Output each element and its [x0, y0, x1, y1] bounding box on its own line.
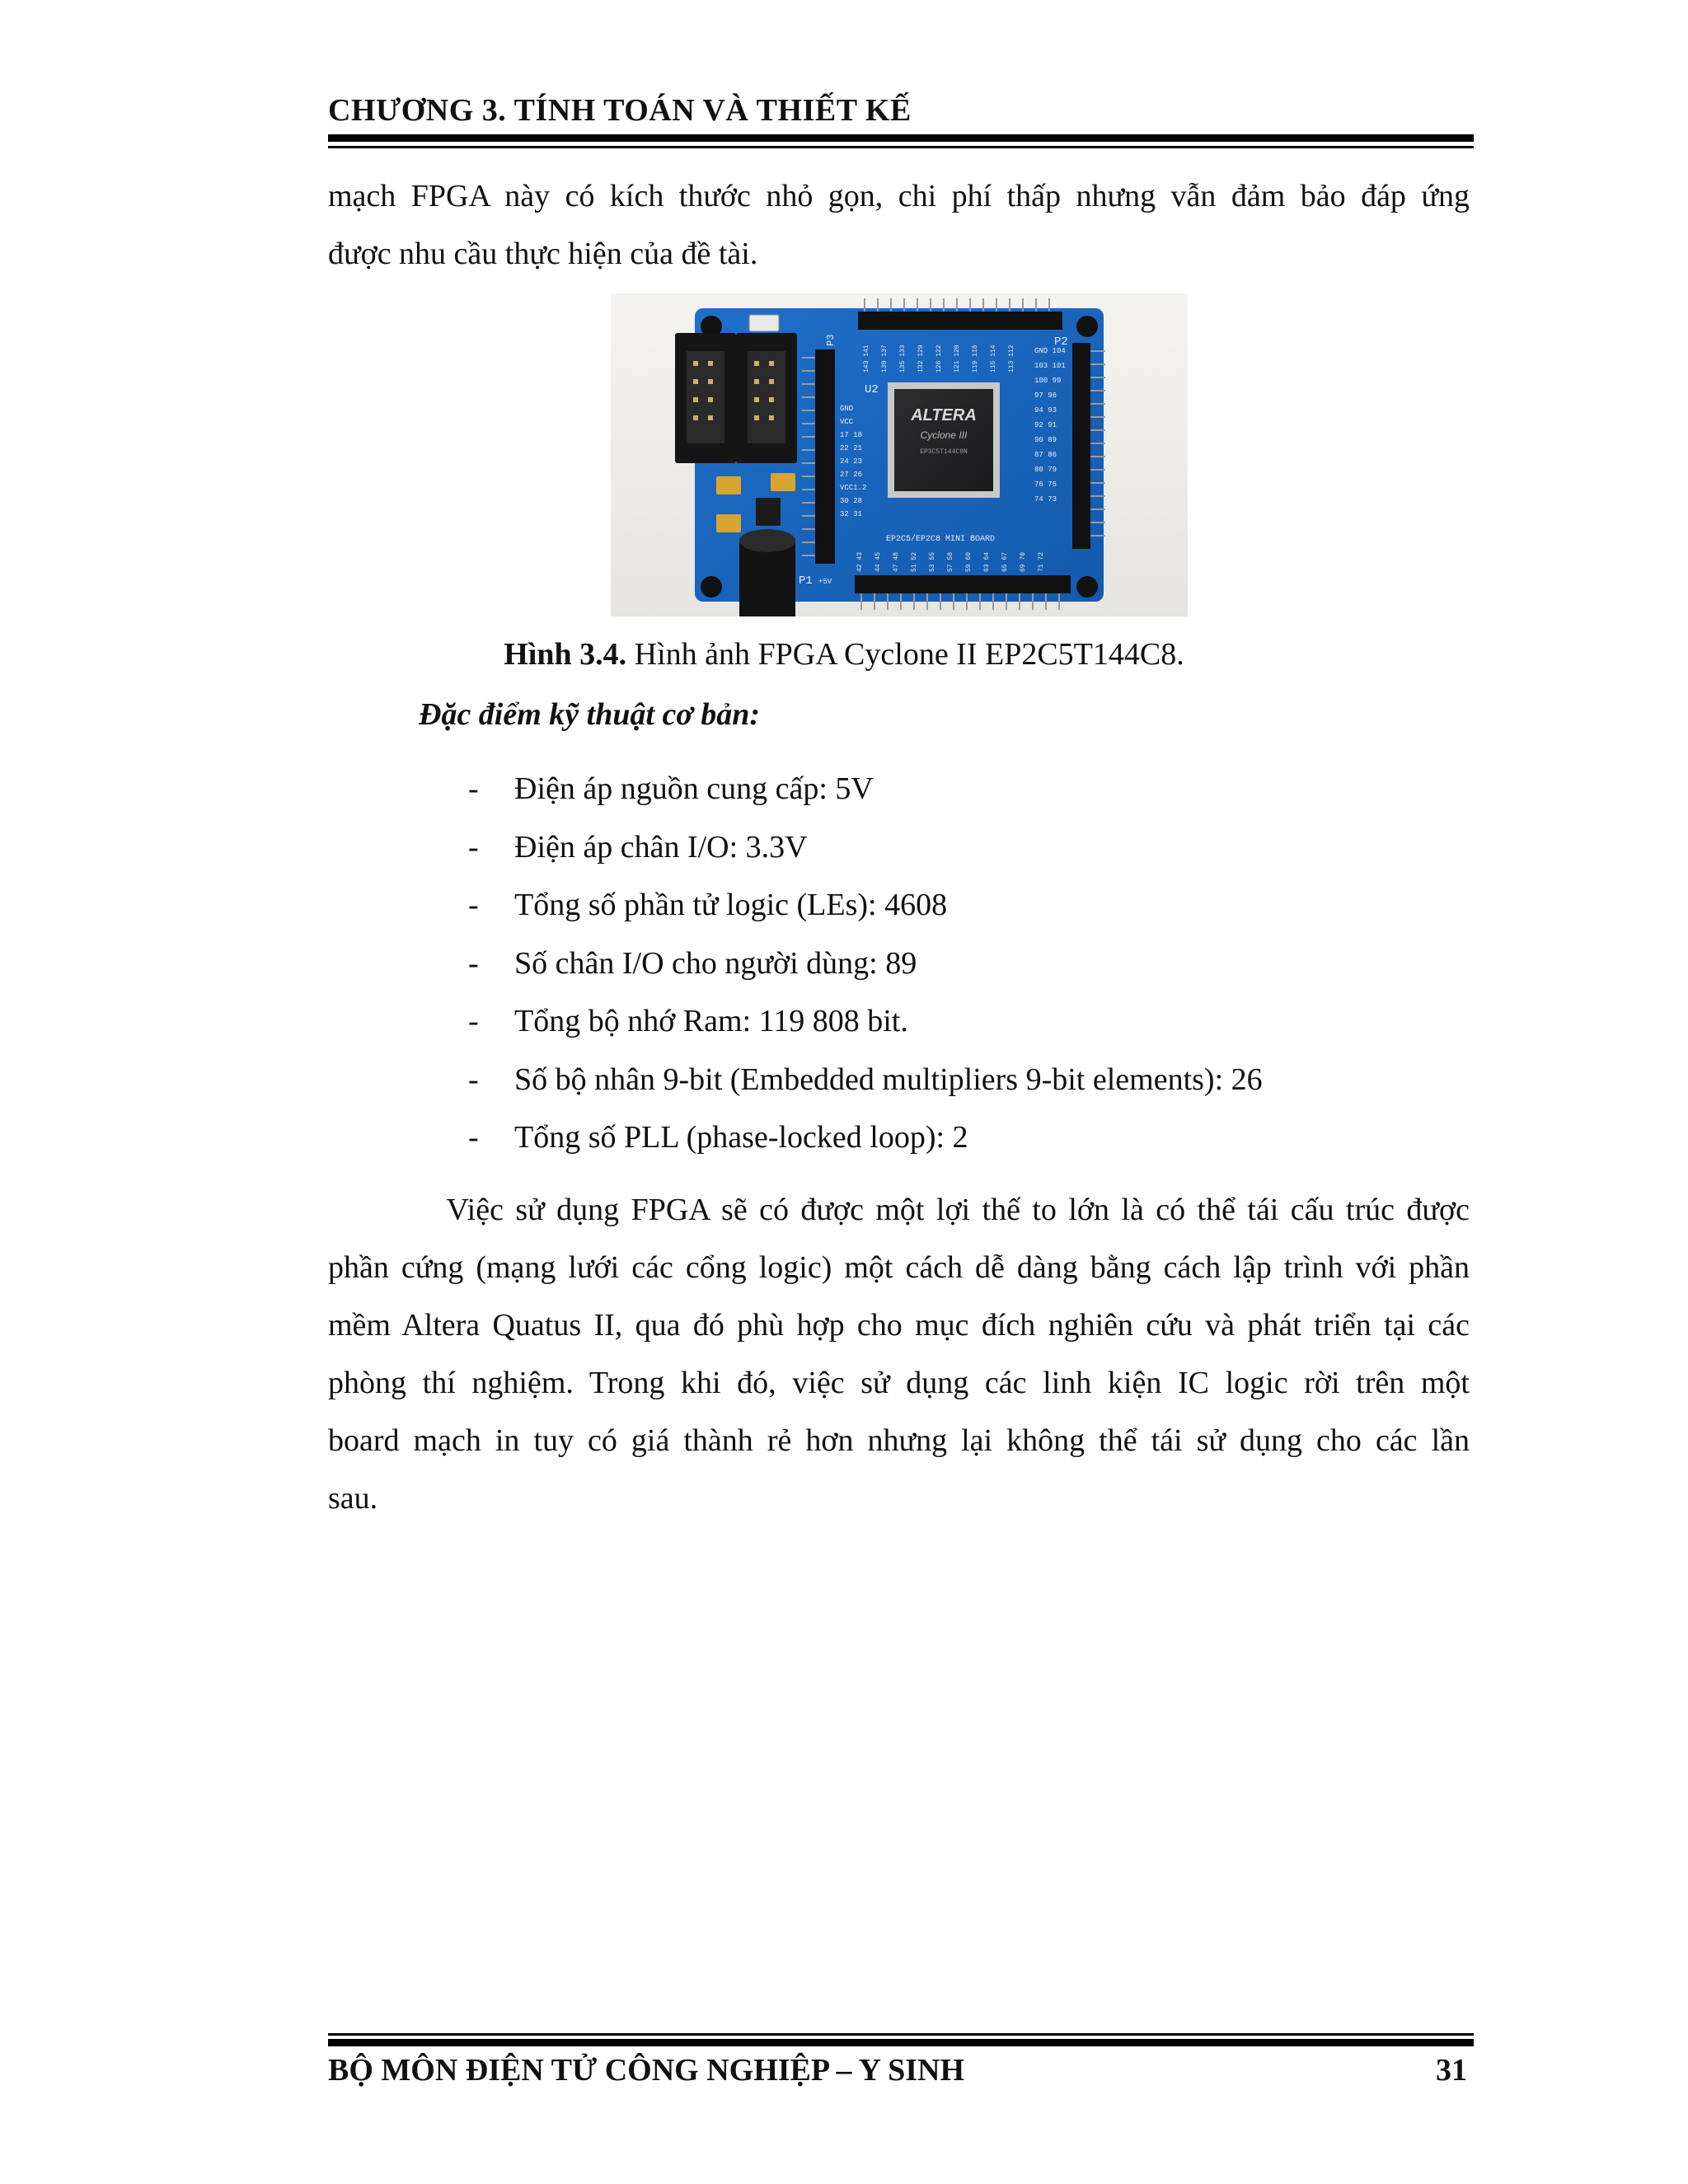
- right-pin-label: 80 79: [1034, 466, 1057, 474]
- list-item-text: Điện áp nguồn cung cấp: 5V: [514, 771, 874, 806]
- chip-brand-label: ALTERA: [911, 406, 977, 424]
- right-pin-label: 90 89: [1034, 436, 1057, 444]
- specs-title: Đặc điểm kỹ thuật cơ bản:: [419, 697, 761, 732]
- list-dash: -: [468, 771, 479, 806]
- top-pin-label: 143 141: [863, 344, 870, 373]
- top-pin-label: 139 137: [881, 344, 889, 373]
- list-dash: -: [468, 1062, 479, 1097]
- intro-paragraph: [328, 167, 1470, 283]
- capacitor: [716, 476, 741, 494]
- bottom-pin-label: 65 67: [1001, 551, 1009, 572]
- bottom-pin-label: 51 52: [911, 551, 918, 572]
- page-number: 31: [1436, 2053, 1467, 2088]
- figure-caption: [0, 636, 1688, 673]
- right-pin-label: 94 93: [1034, 406, 1057, 415]
- bottom-pin-label: 63 64: [983, 551, 991, 572]
- voltage-regulator: [756, 498, 781, 526]
- top-pin-label: 135 133: [899, 344, 907, 373]
- intro-line: được nhu cầu thực hiện của đề tài.: [328, 237, 758, 271]
- list-item-text: Tổng bộ nhớ Ram: 119 808 bit.: [514, 1004, 908, 1038]
- list-dash: -: [468, 1004, 479, 1038]
- ref-p2-label: P2: [1054, 335, 1068, 349]
- header-rule-thin: [328, 146, 1474, 148]
- bottom-pin-label: 69 70: [1020, 551, 1027, 572]
- top-pin-label: 121 120: [954, 344, 961, 373]
- right-pin-label: 87 86: [1034, 451, 1057, 459]
- list-dash: -: [468, 945, 479, 981]
- body-line: board mạch in tuy có giá thành rẻ hơn nhưng lại không thể tái sử dụng cho các lần: [328, 1423, 1470, 1458]
- capacitor: [771, 473, 795, 491]
- bottom-pin-label: 42 43: [856, 551, 864, 572]
- left-pin-label: 30 28: [840, 497, 863, 505]
- chapter-title: CHƯƠNG 3. TÍNH TOÁN VÀ THIẾT KẾ: [328, 93, 912, 128]
- left-pin-label: GND: [840, 405, 854, 413]
- fpga-board-illustration: [611, 293, 1188, 616]
- bottom-pin-label: 44 45: [874, 551, 882, 572]
- ref-p3-label: P3: [825, 334, 837, 346]
- left-pin-label: 32 31: [840, 510, 863, 518]
- fpga-board-photo: [611, 293, 1188, 616]
- fpga-chip: [888, 382, 1000, 498]
- left-pin-label: 24 23: [840, 457, 863, 466]
- left-pin-label: 22 21: [840, 444, 863, 452]
- right-pin-label: 97 96: [1034, 391, 1057, 400]
- board-name-label: EP2C5/EP2C8 MINI BOARD: [886, 535, 996, 544]
- capacitor: [716, 514, 741, 532]
- right-pin-label: GND 104: [1034, 347, 1066, 355]
- power-label: +5V: [818, 578, 832, 586]
- bottom-pin-label: 47 48: [893, 551, 900, 572]
- top-pin-label: 119 118: [972, 344, 979, 373]
- left-pin-label: 17 18: [840, 431, 863, 439]
- top-pin-label: 132 129: [917, 344, 925, 373]
- body-line: phòng thí nghiệm. Trong khi đó, việc sử dụng các linh kiện IC logic rời trên một: [328, 1366, 1470, 1400]
- left-pin-label: 27 26: [840, 471, 863, 479]
- top-pin-label: 126 122: [935, 344, 943, 373]
- chip-family-label: Cyclone III: [920, 429, 968, 441]
- list-item-text: Số bộ nhân 9-bit (Embedded multipliers 9-bit elements): 26: [514, 1062, 1263, 1097]
- body-line: sau.: [328, 1481, 378, 1516]
- list-item-text: Số chân I/O cho người dùng: 89: [514, 945, 917, 981]
- top-pin-label: 115 114: [990, 344, 997, 373]
- power-jack: [739, 529, 795, 616]
- caption-text: Hình ảnh FPGA Cyclone II EP2C5T144C8.: [626, 637, 1184, 672]
- chip-part-label: EP3C5T144C8N: [920, 448, 968, 456]
- bottom-pin-label: 57 58: [947, 551, 954, 572]
- top-pin-label: 113 112: [1008, 344, 1015, 373]
- bottom-pin-label: 71 72: [1038, 551, 1045, 572]
- body-line: Việc sử dụng FPGA sẽ có được một lợi thế to lớn là có thể tái cấu trúc được: [328, 1193, 1470, 1227]
- footer-rule-thin: [328, 2033, 1474, 2036]
- right-pin-label: 92 91: [1034, 421, 1057, 429]
- right-pin-label: 103 101: [1034, 362, 1066, 370]
- left-pin-label: VCC: [840, 418, 854, 426]
- list-item-text: Điện áp chân I/O: 3.3V: [514, 829, 808, 865]
- ref-u2-label: U2: [865, 383, 879, 396]
- intro-line: mạch FPGA này có kích thước nhỏ gọn, chi phí thấp nhưng vẫn đảm bảo đáp ứng: [328, 179, 1470, 213]
- as-connector: [736, 333, 797, 463]
- department-name: BỘ MÔN ĐIỆN TỬ CÔNG NGHIỆP – Y SINH: [328, 2053, 965, 2088]
- header-rule-thick: [328, 134, 1474, 142]
- bottom-pin-label: 59 60: [965, 551, 973, 572]
- jtag-connector: [675, 333, 736, 463]
- list-dash: -: [468, 888, 479, 922]
- list-item-text: Tổng số PLL (phase-locked loop): 2: [514, 1120, 968, 1155]
- caption-label: Hình 3.4.: [504, 637, 627, 672]
- body-line: mềm Altera Quatus II, qua đó phù hợp cho mục đích nghiên cứu và phát triển tại các: [328, 1308, 1470, 1343]
- reset-button-component: [749, 315, 779, 331]
- bottom-pin-label: 53 55: [929, 551, 936, 572]
- left-pin-label: VCC1.2: [840, 484, 867, 492]
- body-line: phần cứng (mạng lưới các cổng logic) một cách dễ dàng bằng cách lập trình với phần: [328, 1250, 1470, 1285]
- body-paragraph: [328, 1181, 1470, 1527]
- ref-p1-label: P1: [799, 574, 813, 588]
- list-dash: -: [468, 829, 479, 865]
- right-pin-label: 74 73: [1034, 495, 1057, 504]
- right-pin-label: 76 75: [1034, 480, 1057, 489]
- footer-rule-thick: [328, 2039, 1474, 2046]
- list-item-text: Tổng số phần tử logic (LEs): 4608: [514, 888, 948, 922]
- list-dash: -: [468, 1120, 479, 1155]
- right-pin-label: 100 99: [1034, 377, 1062, 385]
